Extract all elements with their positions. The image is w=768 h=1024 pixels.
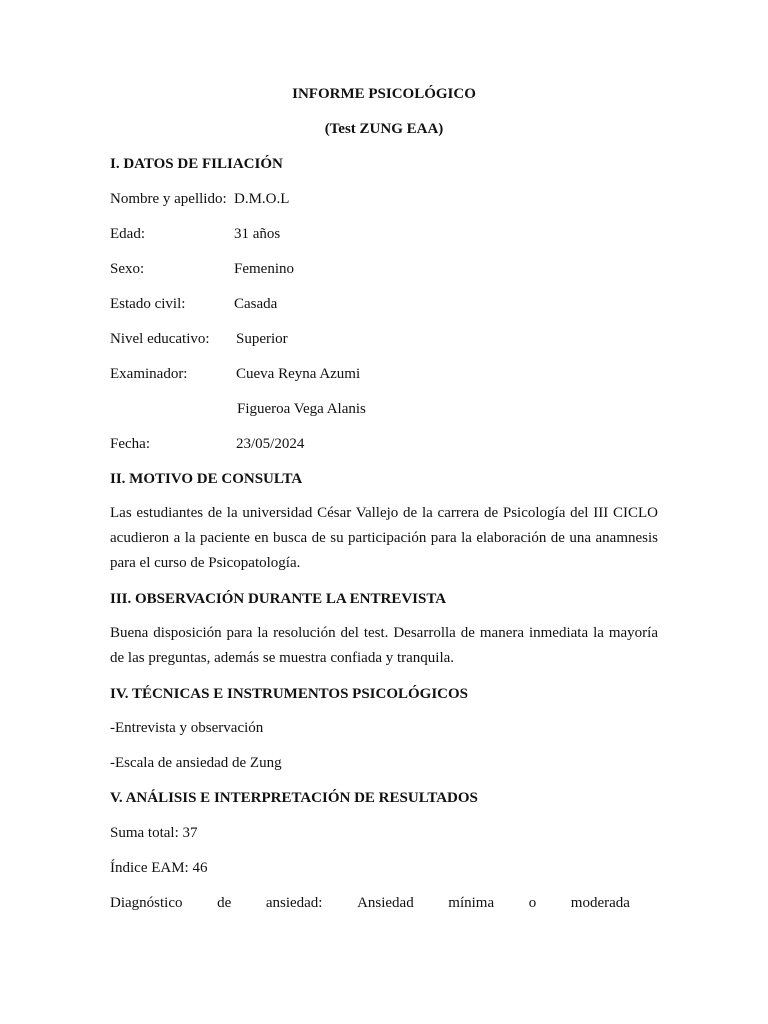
paragraph-motivo: Las estudiantes de la universidad César Vallejo de la carrera de Psicología del III CICLO acudieron a la paciente en busca de su participación para la elaboración de una anamnesis para el curso de Psicopatología. <box>110 505 658 571</box>
section-heading-tecnicas: IV. TÉCNICAS E INSTRUMENTOS PSICOLÓGICOS <box>110 686 469 702</box>
diagnostico-word: de <box>217 895 232 911</box>
list-item-tecnica-2: -Escala de ansiedad de Zung <box>110 755 282 771</box>
field-label-examinador: Examinador: <box>110 366 188 382</box>
diagnostico-word: Diagnóstico <box>110 895 183 911</box>
section-heading-motivo: II. MOTIVO DE CONSULTA <box>110 471 303 487</box>
diagnostico-word: ansiedad: <box>265 895 323 911</box>
field-value-examinador-2: Figueroa Vega Alanis <box>237 401 366 417</box>
field-label-estado-civil: Estado civil: <box>110 296 186 312</box>
field-value-nivel-educativo: Superior <box>236 331 288 347</box>
section-heading-observacion: III. OBSERVACIÓN DURANTE LA ENTREVISTA <box>110 591 447 607</box>
result-suma-total: Suma total: 37 <box>110 825 198 841</box>
field-label-nombre: Nombre y apellido: <box>110 191 227 207</box>
field-value-edad: 31 años <box>234 226 281 242</box>
section-heading-filiacion: I. DATOS DE FILIACIÓN <box>110 156 283 172</box>
result-indice-eam: Índice EAM: 46 <box>110 860 208 876</box>
diagnostico-word: Ansiedad <box>357 895 414 911</box>
result-diagnostico <box>110 895 630 912</box>
field-label-nivel-educativo: Nivel educativo: <box>110 331 210 347</box>
field-value-sexo: Femenino <box>234 261 294 277</box>
field-value-fecha: 23/05/2024 <box>236 436 305 452</box>
list-item-tecnica-1: -Entrevista y observación <box>110 720 264 736</box>
diagnostico-word: moderada <box>570 895 630 911</box>
field-label-fecha: Fecha: <box>110 436 150 452</box>
document-subtitle: (Test ZUNG EAA) <box>324 121 444 137</box>
field-value-examinador-1: Cueva Reyna Azumi <box>236 366 361 382</box>
paragraph-observacion: Buena disposición para la resolución del test. Desarrolla de manera inmediata la mayoría de las preguntas, además se muestra confiada y tranquila. <box>110 625 658 666</box>
field-label-sexo: Sexo: <box>110 261 145 277</box>
field-value-nombre: D.M.O.L <box>234 191 290 207</box>
field-label-edad: Edad: <box>110 226 145 242</box>
diagnostico-word: o <box>528 895 537 911</box>
field-value-estado-civil: Casada <box>234 296 278 312</box>
document-title: INFORME PSICOLÓGICO <box>292 86 476 102</box>
section-heading-resultados: V. ANÁLISIS E INTERPRETACIÓN DE RESULTADOS <box>110 790 478 806</box>
diagnostico-word: mínima <box>448 895 495 911</box>
